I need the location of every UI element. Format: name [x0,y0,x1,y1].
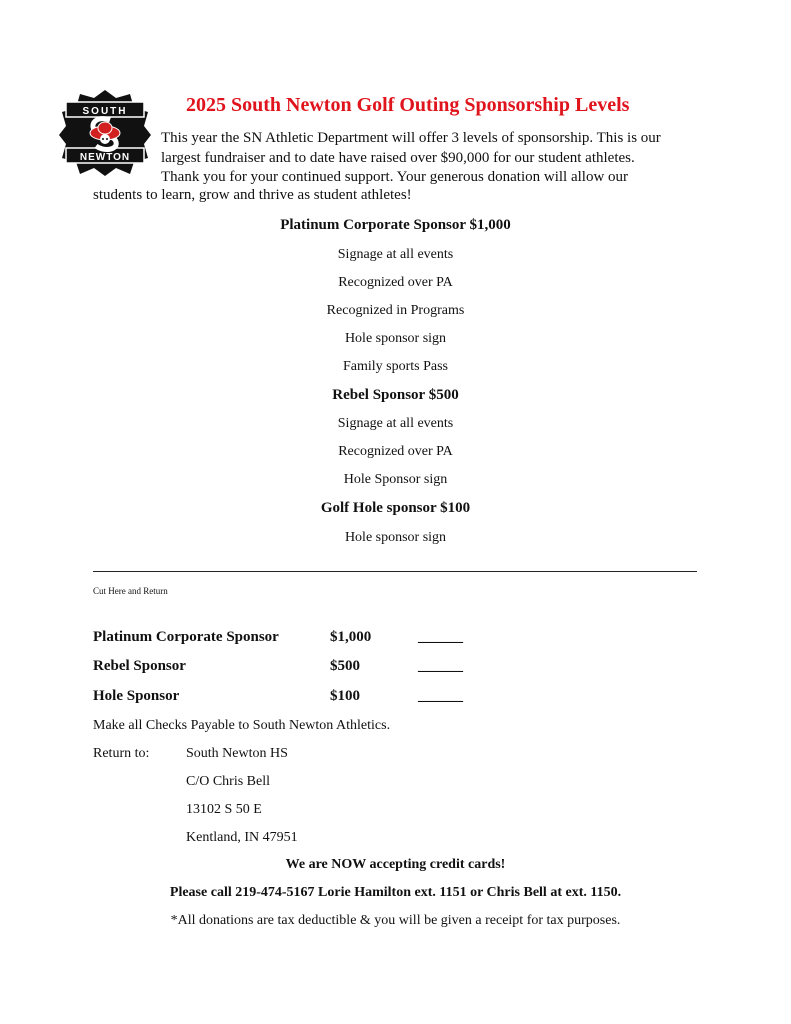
logo-graphic [58,88,152,176]
address-line: C/O Chris Bell [186,774,271,789]
form-row-label: Platinum Corporate Sponsor [93,629,279,645]
credit-cards-notice: We are NOW accepting credit cards! [285,857,506,872]
page-title: 2025 South Newton Golf Outing Sponsorship Levels [186,94,630,116]
golf-hole-benefit: Hole sponsor sign [344,530,447,545]
form-row-blank: ______ [418,688,463,704]
form-row-amount: $100 [330,688,360,704]
form-row-amount: $1,000 [330,629,372,645]
intro-line-3: Thank you for your continued support. Your generous donation will allow our [161,169,629,185]
cut-divider [93,571,697,572]
platinum-benefit: Hole sponsor sign [344,331,447,346]
platinum-benefit: Recognized in Programs [326,303,465,318]
platinum-benefit: Recognized over PA [338,275,453,290]
school-logo [58,88,152,176]
rebel-heading: Rebel Sponsor $500 [332,387,459,403]
form-row-blank: ______ [418,629,463,645]
form-row-label: Hole Sponsor [93,688,180,704]
form-row-blank: ______ [418,658,463,674]
return-to-label: Return to: [93,746,150,761]
rebel-benefit: Hole Sponsor sign [343,472,448,487]
intro-line-1: This year the SN Athletic Department will offer 3 levels of sponsorship. This is our [161,130,661,146]
tax-note: *All donations are tax deductible & you will be given a receipt for tax purposes. [170,913,621,928]
address-line: South Newton HS [186,746,288,761]
rebel-benefit: Signage at all events [337,416,454,431]
address-line: 13102 S 50 E [186,802,262,817]
checks-payable-line: Make all Checks Payable to South Newton Athletics. [93,718,391,733]
intro-line-2: largest fundraiser and to date have raised over $90,000 for our student athletes. [161,150,635,166]
platinum-benefit: Family sports Pass [342,359,448,374]
form-row-amount: $500 [330,658,360,674]
platinum-heading: Platinum Corporate Sponsor $1,000 [280,217,511,233]
platinum-benefit: Signage at all events [337,247,454,262]
logo-top-text: SOUTH [82,106,128,117]
logo-bottom-text: NEWTON [79,152,131,163]
rebel-benefit: Recognized over PA [338,444,453,459]
form-row-label: Rebel Sponsor [93,658,186,674]
cut-label: Cut Here and Return [93,586,168,596]
intro-line-4: students to learn, grow and thrive as student athletes! [93,187,412,203]
address-line: Kentland, IN 47951 [186,830,298,845]
call-line: Please call 219-474-5167 Lorie Hamilton ext. 1151 or Chris Bell at ext. 1150. [169,885,622,900]
golf-hole-heading: Golf Hole sponsor $100 [320,500,471,516]
